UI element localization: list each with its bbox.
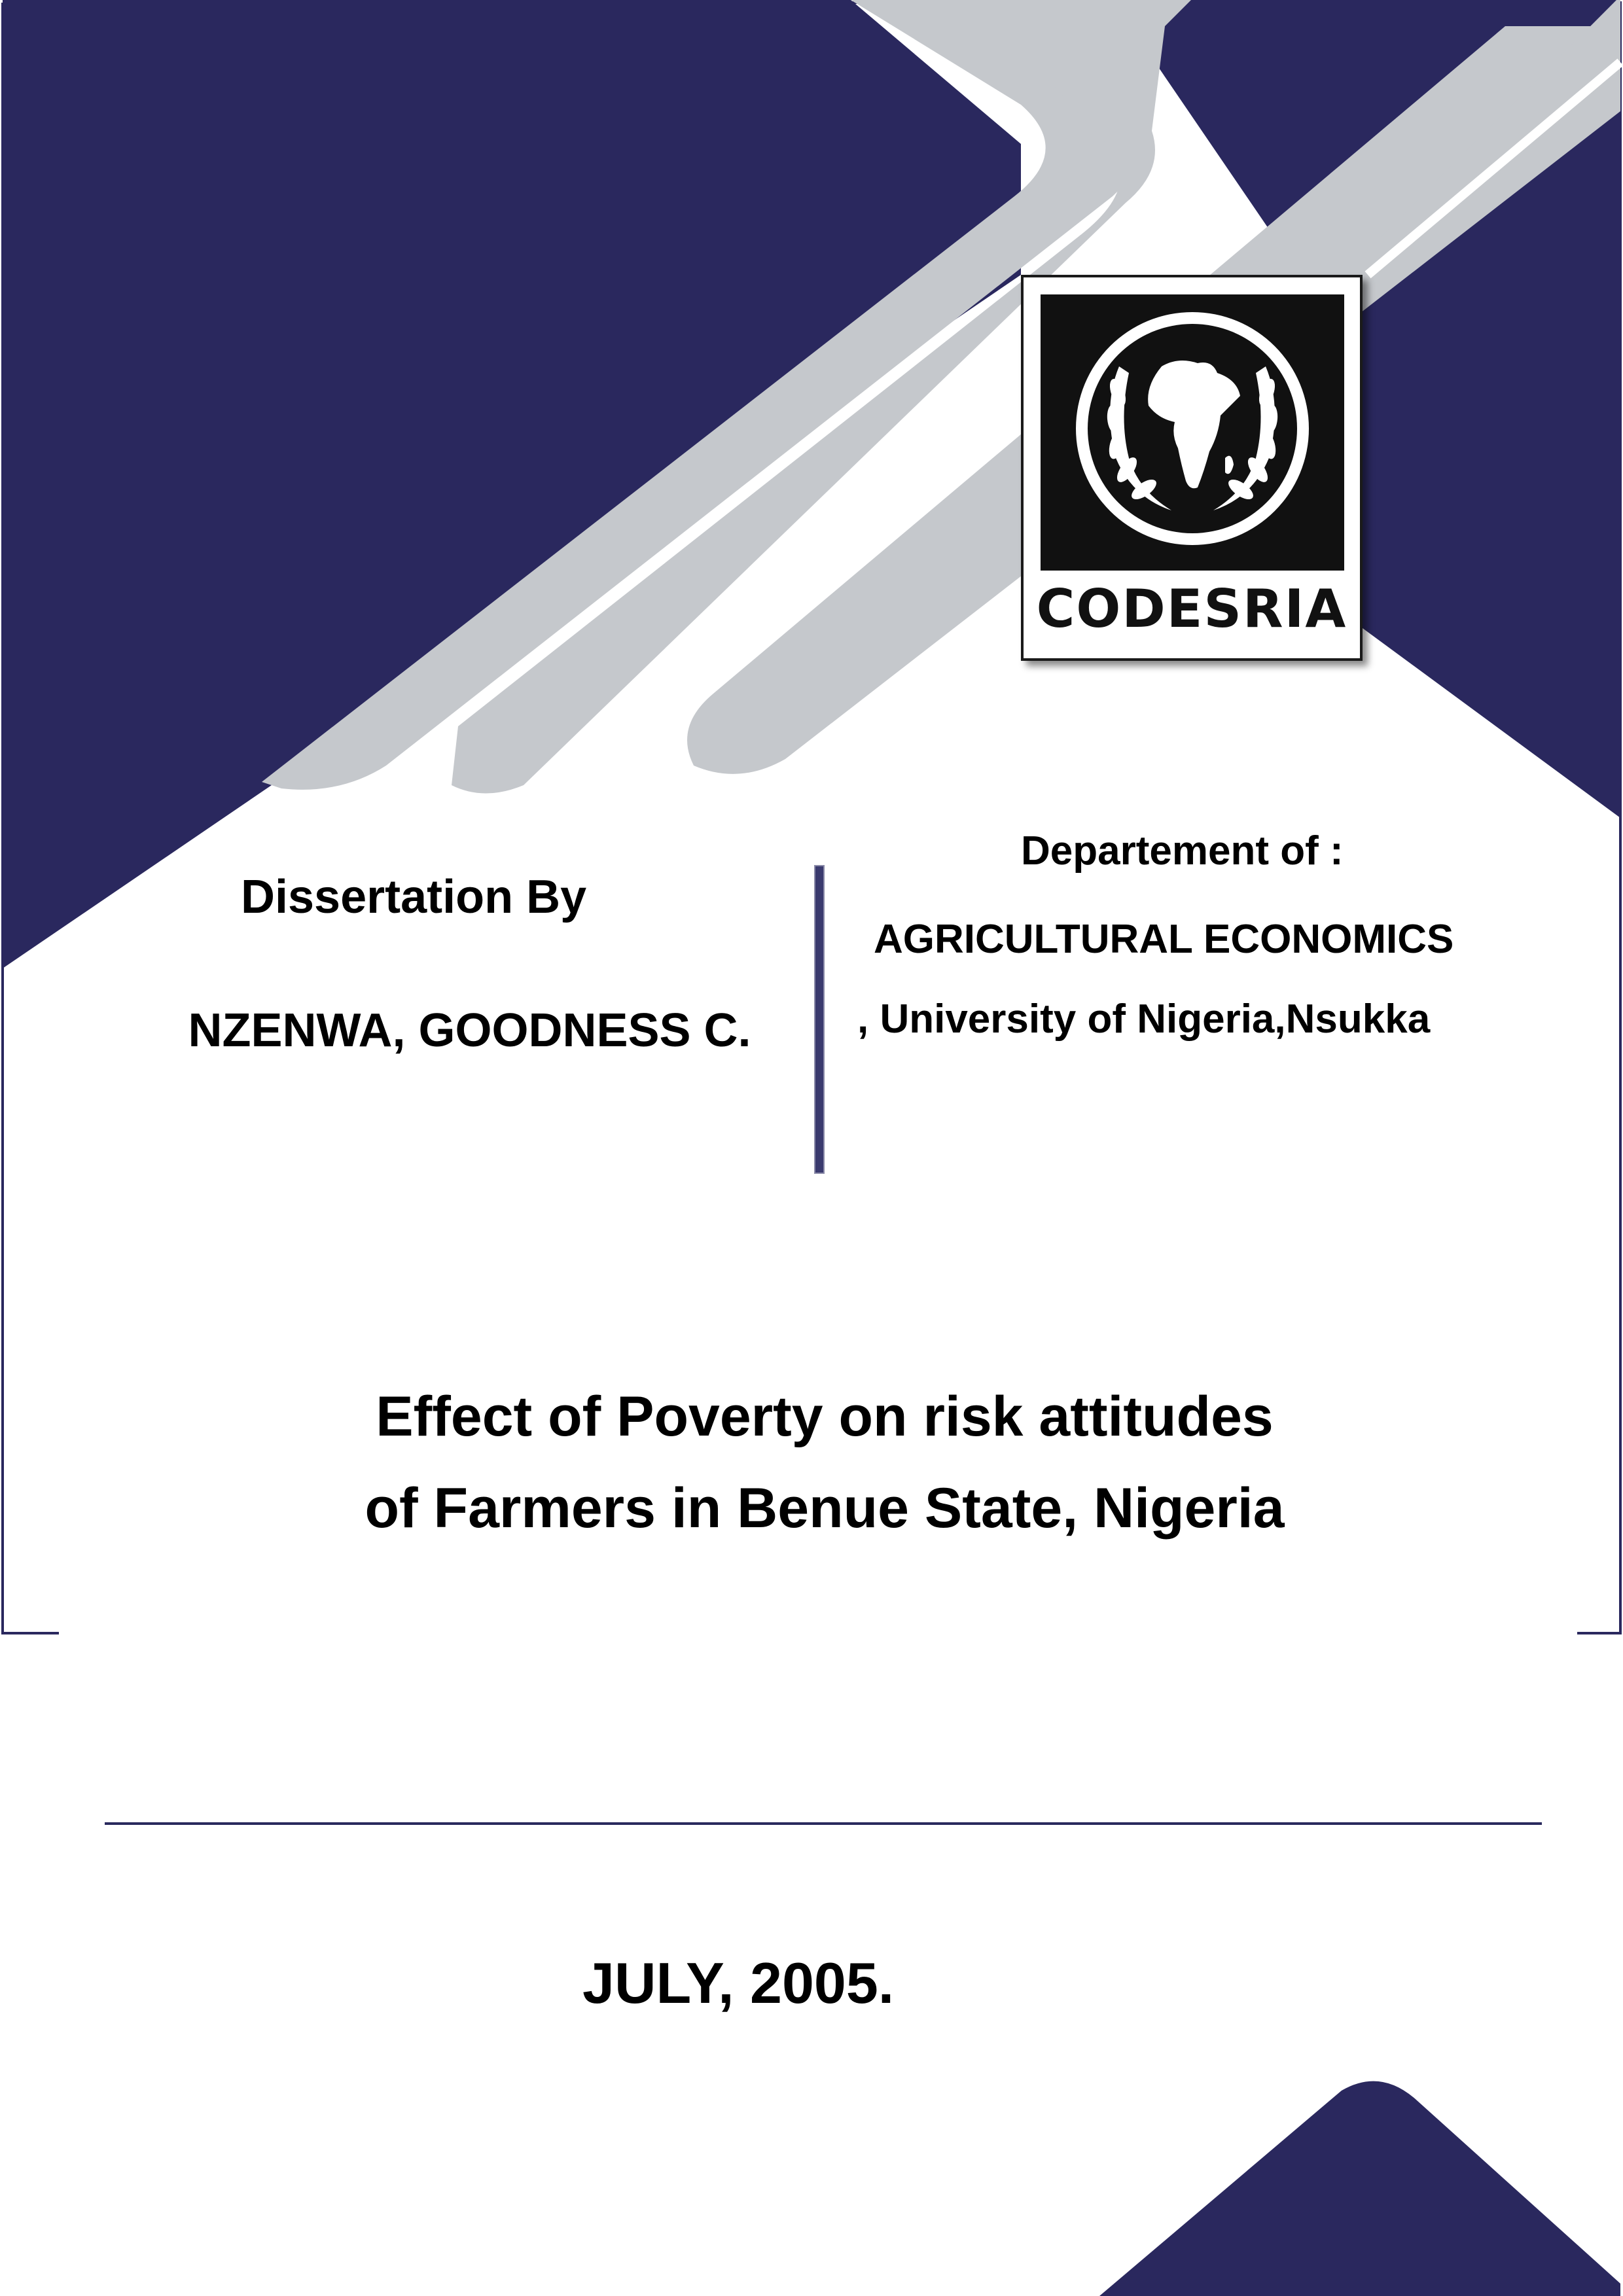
dissertation-title <box>196 1371 1453 1554</box>
logo-emblem-panel <box>1041 294 1344 571</box>
title-line-2: of Farmers in Benue State, Nigeria <box>365 1477 1285 1540</box>
author-heading: Dissertation By <box>241 871 587 923</box>
title-line-1: Effect of Poverty on risk attitudes <box>376 1385 1274 1448</box>
navy-triangle-bottom <box>1099 2081 1620 2296</box>
logo-wordmark: CODESRIA <box>1036 578 1347 639</box>
vertical-divider <box>814 865 825 1174</box>
africa-wreath-emblem-icon <box>1041 294 1344 571</box>
codesria-logo <box>1021 275 1363 661</box>
author-name: NZENWA, GOODNESS C. <box>188 1004 751 1057</box>
university-name: , University of Nigeria,Nsukka <box>857 997 1431 1042</box>
horizontal-rule <box>105 1822 1542 1825</box>
department-name: AGRICULTURAL ECONOMICS <box>874 917 1454 962</box>
department-label: Departement of : <box>1021 828 1344 874</box>
navy-triangle-left <box>3 0 1021 968</box>
submission-date: JULY, 2005. <box>582 1951 895 2015</box>
